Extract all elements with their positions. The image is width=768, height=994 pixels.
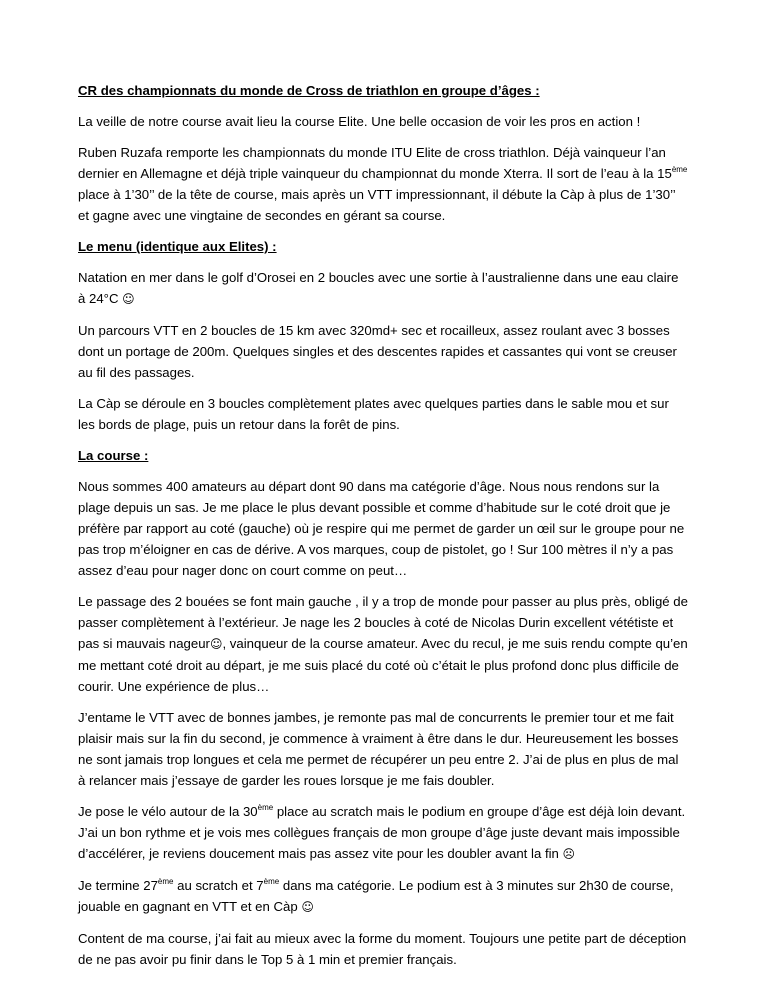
elite-ordinal-suffix: ème [671,164,688,174]
smile-icon: ☺ [122,292,135,306]
race-finish-text-c: dans ma catégorie. Le podium est à 3 minutes sur 2h30 de course, jouable en gagnant en VTT et en Càp [78,878,674,914]
menu-bike-paragraph: Un parcours VTT en 2 boucles de 15 km avec 320md+ sec et rocailleux, assez roulant avec 3 bosses dont un portage de 200m. Quelques singles et des descentes rapides et cassantes qui vont se creuser au fil des passages. [78,323,677,380]
elite-text-a: Ruben Ruzafa remporte les championnats du monde ITU Elite de cross triathlon. Déjà vainqueur l’an dernier en Allemagne et déjà triple vainqueur du championnat du monde Xterra. Il sort de l’eau à la 15 [78,145,672,181]
race-finish-text-a: Je termine 27 [78,878,158,893]
elite-text-b: place à 1’30’’ de la tête de course, mais après un VTT impressionnant, il débute la Càp à plus de 1’30’’ et gagne avec une vingtaine de secondes en gérant sa course. [78,187,676,223]
menu-run-paragraph: La Càp se déroule en 3 boucles complètement plates avec quelques parties dans le sable mou et sur les bords de plage, puis un retour dans la forêt de pins. [78,396,669,432]
race-finish-text-b: au scratch et 7 [173,878,264,893]
race-t2-ordinal-suffix: ème [257,802,274,812]
smile-icon: ☺ [301,900,314,914]
conclusion-paragraph: Content de ma course, j’ai fait au mieux avec la forme du moment. Toujours une petite part de déception de ne pas avoir pu finir dans le Top 5 à 1 min et premier français. [78,931,687,967]
menu-heading: Le menu (identique aux Elites) : [78,239,277,254]
elite-paragraph [78,142,688,226]
menu-swim-text: Natation en mer dans le golf d’Orosei en 2 boucles avec une sortie à l’australienne dans une eau claire à 24°C [78,270,679,306]
race-finish-paragraph [78,875,688,918]
race-start-paragraph: Nous sommes 400 amateurs au départ dont 90 dans ma catégorie d’âge. Nous nous rendons sur la plage depuis un sas. Je me place le plus devant possible et comme d’habitude sur le coté droit que je préfère par rapport au coté (gauche) où je respire qui me permet de garder un œil sur le groupe pour ne pas trop m’éloigner en cas de dérive. A vos marques, coup de pistolet, go ! Sur 100 mètres il n’y a pas assez d’eau pour nager donc on court comme on peut… [78,479,685,578]
frown-icon: ☹ [562,847,576,861]
document-title: CR des championnats du monde de Cross de triathlon en groupe d’âges : [78,83,540,98]
race-finish-ordinal-suffix-2: ème [263,876,280,886]
race-bike-paragraph: J’entame le VTT avec de bonnes jambes, je remonte pas mal de concurrents le premier tour et me fait plaisir mais sur la fin du second, je commence à vraiment à être dans le dur. Heureusement les bosses ne sont jamais trop longues et cela me permet de récupérer un peu entre 2. J’ai de plus en plus de mal à relancer mais j’essaye de garder les roues lorsque je me fais doubler. [78,710,679,788]
race-heading: La course : [78,448,149,463]
race-t2-text-a: Je pose le vélo autour de la 30 [78,804,258,819]
menu-swim-paragraph [78,267,688,310]
race-finish-ordinal-suffix-1: ème [157,876,174,886]
intro-paragraph: La veille de notre course avait lieu la course Elite. Une belle occasion de voir les pros en action ! [78,114,641,129]
race-t2-text-b: place au scratch mais le podium en groupe d’âge est déjà loin devant. J’ai un bon rythme et je vois mes collègues français de mon groupe d’âge juste devant mais impossible d’accélérer, je reviens doucement mais pas assez vite pour les doubler avant la fin [78,804,686,861]
race-swim-text-a: Le passage des 2 bouées se font main gauche , il y a trop de monde pour passer au plus près, obligé de passer complètement à l’extérieur. Je nage les 2 boucles à coté de Nicolas Durin excellent vététiste et pas si mauvais nageur [78,594,688,651]
race-swim-paragraph [78,591,688,697]
race-swim-text-b: , vainqueur de la course amateur. Avec du recul, je me suis rendu compte qu’en me mettant coté droit au départ, je me suis placé du coté où c’était le plus profond donc plus difficile de courir. Une expérience de plus… [78,636,688,694]
race-t2-paragraph [78,801,688,865]
smile-icon: ☺ [209,637,223,651]
